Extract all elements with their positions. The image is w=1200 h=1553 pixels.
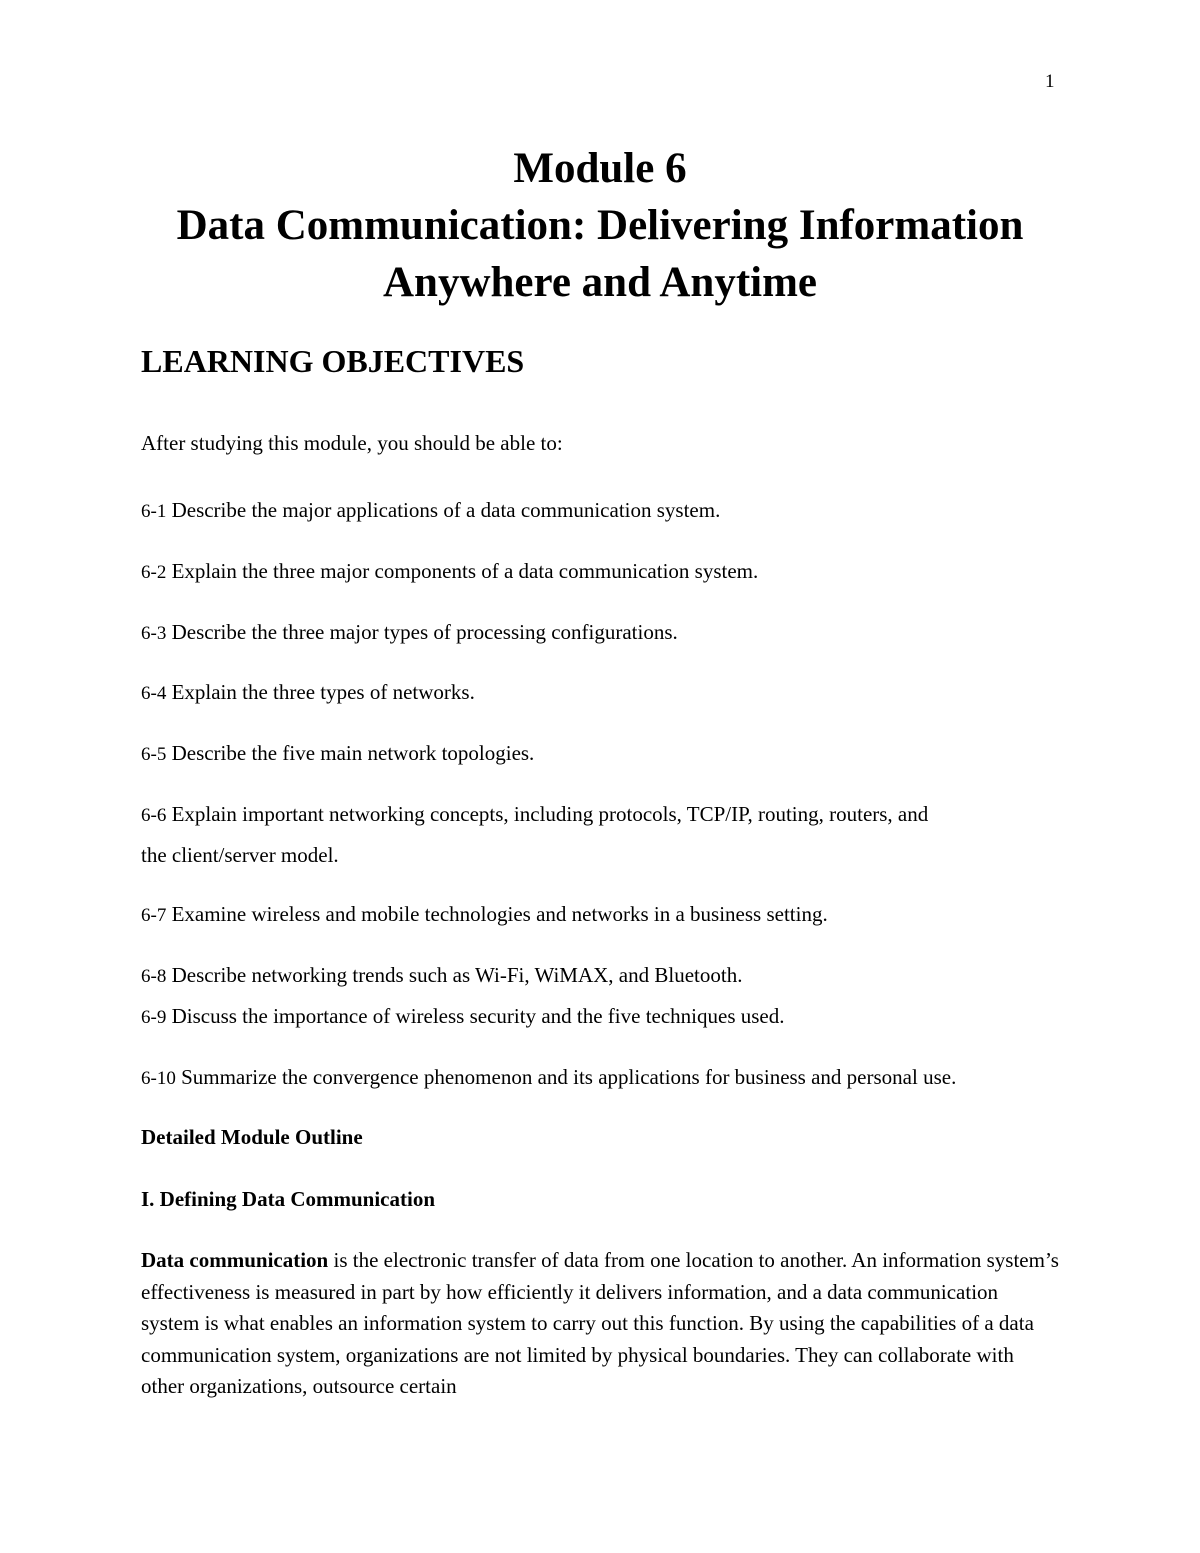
objective-number: 6-9 <box>141 1007 167 1028</box>
paragraph-text: is the electronic transfer of data from one location to another. An information system’s effectiveness is measured in part by how efficiently it delivers information, and a data communication system is what enables an information system to carry out this function. By using the capabilities of a data communication system, organizations are not limited by physical boundaries. They can collaborate with other organizations, outsource certain <box>141 1248 1059 1398</box>
objectives-intro: After studying this module, you should be able to: <box>141 431 563 455</box>
learning-objectives-heading: LEARNING OBJECTIVES <box>141 343 525 379</box>
objective-number: 6-5 <box>141 744 167 765</box>
objective-item <box>141 902 828 927</box>
objective-text: Describe the five main network topologies. <box>166 741 535 765</box>
title-line-1: Module 6 <box>513 145 687 192</box>
outline-heading: Detailed Module Outline <box>141 1125 363 1149</box>
section-heading: I. Defining Data Communication <box>141 1187 436 1211</box>
objective-item <box>141 1004 785 1029</box>
objective-number: 6-4 <box>141 683 167 704</box>
document-title <box>0 140 1200 311</box>
objective-number: 6-8 <box>141 966 167 987</box>
objective-text: Describe the major applications of a data communication system. <box>166 498 721 522</box>
objective-text: Explain the three types of networks. <box>166 680 475 704</box>
objective-continuation: the client/server model. <box>141 843 339 867</box>
title-line-3: Anywhere and Anytime <box>382 259 817 306</box>
objective-item <box>141 1065 956 1090</box>
objective-number: 6-1 <box>141 501 167 522</box>
objective-text: Discuss the importance of wireless security and the five techniques used. <box>166 1004 785 1028</box>
objective-text: Summarize the convergence phenomenon and its applications for business and personal use. <box>175 1065 957 1089</box>
objective-number: 6-10 <box>141 1068 176 1089</box>
objective-number: 6-7 <box>141 905 167 926</box>
objective-text: Explain the three major components of a data communication system. <box>166 559 759 583</box>
objective-text: Describe networking trends such as Wi-Fi, WiMAX, and Bluetooth. <box>166 963 743 987</box>
objective-text: Examine wireless and mobile technologies and networks in a business setting. <box>166 902 828 926</box>
objective-item <box>141 680 475 705</box>
objective-number: 6-3 <box>141 623 167 644</box>
objective-number: 6-2 <box>141 562 167 583</box>
defined-term: Data communication <box>141 1248 329 1272</box>
body-paragraph <box>141 1245 1061 1403</box>
objective-item <box>141 963 742 988</box>
objective-item <box>141 620 678 645</box>
objective-item <box>141 741 534 766</box>
title-line-2: Data Communication: Delivering Information <box>176 202 1024 249</box>
objective-item <box>141 802 928 827</box>
page-number: 1 <box>1045 71 1055 92</box>
objective-item <box>141 498 720 523</box>
objective-number: 6-6 <box>141 805 167 826</box>
objective-text: Explain important networking concepts, including protocols, TCP/IP, routing, routers, and <box>166 802 929 826</box>
objective-item <box>141 559 758 584</box>
objective-text: Describe the three major types of processing configurations. <box>166 620 678 644</box>
